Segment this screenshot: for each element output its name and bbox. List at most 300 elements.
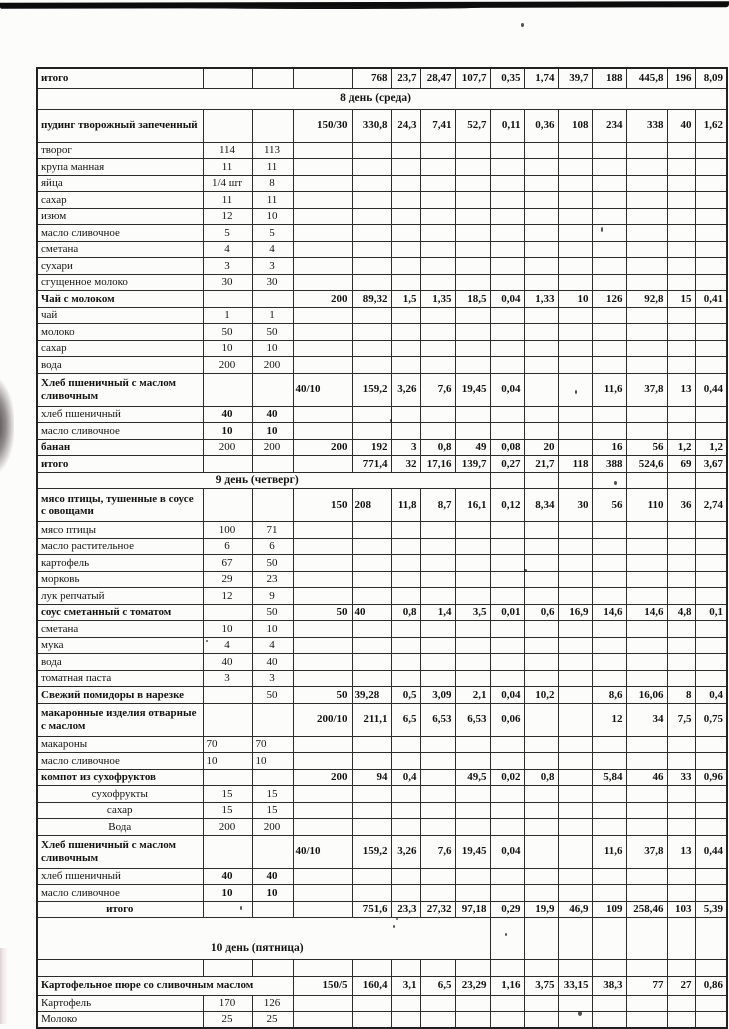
portion-cell [293, 802, 352, 819]
carb-cell [455, 621, 490, 638]
qty-netto-cell: 200 [252, 357, 293, 374]
row-name-cell: масло сливочное [37, 423, 203, 440]
value-cell [667, 225, 695, 242]
value-cell [592, 423, 626, 440]
value-cell [592, 819, 626, 836]
protein-cell [391, 1012, 420, 1029]
value-cell [524, 373, 558, 406]
scan-speck [601, 227, 603, 232]
dish-row [37, 703, 727, 736]
qty-netto-cell [252, 835, 293, 868]
scan-speck [578, 1011, 582, 1016]
qty-brutto-cell: 11 [203, 192, 252, 209]
value-cell [695, 192, 727, 209]
value-cell: 0,36 [524, 109, 558, 142]
qty-netto-cell: 113 [252, 142, 293, 159]
carb-cell [455, 819, 490, 836]
value-cell [490, 175, 524, 192]
value-cell [695, 225, 727, 242]
fat-cell [420, 142, 455, 159]
value-cell [695, 885, 727, 902]
row-name-cell: Картофель [37, 995, 203, 1012]
protein-cell: 3,1 [391, 976, 420, 995]
value-cell [667, 786, 695, 803]
qty-brutto-cell: 100 [203, 522, 252, 539]
value-cell [626, 241, 667, 258]
carb-cell [455, 340, 490, 357]
qty-brutto-cell: 200 [203, 439, 252, 456]
ingredient-row [37, 654, 727, 671]
qty-brutto-cell: 70 [203, 736, 252, 753]
qty-netto-cell: 6 [252, 538, 293, 555]
row-name-cell: вода [37, 357, 203, 374]
value-cell [695, 637, 727, 654]
protein-cell [391, 340, 420, 357]
value-cell: 196 [667, 68, 695, 89]
ingredient-row [37, 307, 727, 324]
dish-row [37, 687, 727, 704]
value-cell [558, 786, 592, 803]
day-header-cell [37, 472, 490, 489]
day-header-label: 8 день (среда) [340, 92, 411, 105]
protein-cell [391, 208, 420, 225]
value-cell: 1,74 [524, 68, 558, 89]
kcal-cell: 192 [352, 439, 391, 456]
value-cell [558, 175, 592, 192]
qty-netto-cell: 200 [252, 819, 293, 836]
scan-speck [396, 918, 398, 920]
value-cell [626, 868, 667, 885]
value-cell: 0,6 [524, 604, 558, 621]
qty-brutto-cell [203, 835, 252, 868]
value-cell [558, 357, 592, 374]
value-cell [524, 1012, 558, 1029]
value-cell [490, 522, 524, 539]
ingredient-row [37, 621, 727, 638]
value-cell [524, 175, 558, 192]
ingredient-row [37, 736, 727, 753]
carb-cell [455, 555, 490, 572]
qty-brutto-cell: 11 [203, 159, 252, 176]
qty-netto-cell [252, 769, 293, 786]
carb-cell [455, 802, 490, 819]
portion-cell: 150 [293, 489, 352, 522]
kcal-cell [352, 225, 391, 242]
value-cell [592, 142, 626, 159]
value-cell [524, 423, 558, 440]
protein-cell [391, 670, 420, 687]
carb-cell [455, 423, 490, 440]
value-cell: 1,33 [524, 291, 558, 308]
kcal-cell [352, 406, 391, 423]
qty-brutto-cell: 40 [203, 406, 252, 423]
value-cell [524, 307, 558, 324]
protein-cell [391, 307, 420, 324]
value-cell [592, 736, 626, 753]
qty-netto-cell [252, 109, 293, 142]
value-cell [667, 423, 695, 440]
empty-cell [524, 960, 558, 977]
value-cell [558, 208, 592, 225]
qty-netto-cell: 40 [252, 868, 293, 885]
value-cell: 0,96 [695, 769, 727, 786]
value-cell [667, 258, 695, 275]
protein-cell: 0,8 [391, 604, 420, 621]
qty-brutto-cell: 4 [203, 241, 252, 258]
value-cell [695, 802, 727, 819]
empty-cell [490, 960, 524, 977]
value-cell [592, 588, 626, 605]
value-cell [524, 555, 558, 572]
protein-cell: 11,8 [391, 489, 420, 522]
fat-cell [420, 819, 455, 836]
value-cell [695, 654, 727, 671]
row-name-cell: Чай с молоком [37, 291, 203, 308]
qty-netto-cell: 4 [252, 637, 293, 654]
value-cell [490, 225, 524, 242]
value-cell [558, 225, 592, 242]
value-cell [695, 324, 727, 341]
value-cell: 14,6 [592, 604, 626, 621]
qty-netto-cell: 8 [252, 175, 293, 192]
portion-cell: 200 [293, 439, 352, 456]
value-cell [524, 192, 558, 209]
value-cell [667, 307, 695, 324]
empty-cell [490, 918, 524, 960]
value-cell: 0,44 [695, 835, 727, 868]
empty-cell [626, 472, 667, 489]
row-name-cell: творог [37, 142, 203, 159]
value-cell [592, 753, 626, 770]
carb-cell [455, 753, 490, 770]
value-cell [626, 522, 667, 539]
value-cell [695, 555, 727, 572]
portion-cell [293, 555, 352, 572]
value-cell: 3,67 [695, 456, 727, 473]
value-cell [695, 241, 727, 258]
qty-netto-cell: 3 [252, 670, 293, 687]
carb-cell [455, 258, 490, 275]
qty-brutto-cell: 6 [203, 538, 252, 555]
row-name-cell: томатная паста [37, 670, 203, 687]
ingredient-row [37, 637, 727, 654]
value-cell [626, 670, 667, 687]
value-cell [667, 885, 695, 902]
row-name-cell: соус сметанный с томатом [37, 604, 203, 621]
qty-netto-cell: 70 [252, 736, 293, 753]
ingredient-row [37, 406, 727, 423]
empty-cell [37, 960, 203, 977]
value-cell [592, 241, 626, 258]
carb-cell [455, 324, 490, 341]
value-cell [490, 274, 524, 291]
fat-cell [420, 340, 455, 357]
carb-cell [455, 1012, 490, 1029]
value-cell [524, 571, 558, 588]
value-cell [592, 274, 626, 291]
value-cell [626, 175, 667, 192]
carb-cell [455, 241, 490, 258]
qty-netto-cell: 50 [252, 555, 293, 572]
kcal-cell: 159,2 [352, 835, 391, 868]
value-cell [667, 868, 695, 885]
qty-brutto-cell: 4 [203, 637, 252, 654]
row-name-cell: мясо птицы [37, 522, 203, 539]
ingredient-row [37, 555, 727, 572]
value-cell [524, 406, 558, 423]
portion-cell [293, 538, 352, 555]
total-row [37, 901, 727, 918]
portion-cell [293, 340, 352, 357]
value-cell: 37,8 [626, 373, 667, 406]
value-cell [695, 258, 727, 275]
value-cell [626, 225, 667, 242]
value-cell [524, 340, 558, 357]
portion-cell [293, 274, 352, 291]
value-cell [490, 423, 524, 440]
value-cell: 109 [592, 901, 626, 918]
value-cell [558, 1012, 592, 1029]
value-cell: 21,7 [524, 456, 558, 473]
qty-brutto-cell [203, 901, 252, 918]
value-cell: 0,41 [695, 291, 727, 308]
carb-cell [455, 995, 490, 1012]
row-name-cell: сгущенное молоко [37, 274, 203, 291]
value-cell [695, 1012, 727, 1029]
value-cell [524, 786, 558, 803]
carb-cell [455, 868, 490, 885]
qty-netto-cell: 40 [252, 406, 293, 423]
fat-cell [420, 225, 455, 242]
value-cell [592, 637, 626, 654]
value-cell [592, 307, 626, 324]
kcal-cell: 208 [352, 489, 391, 522]
value-cell: 108 [558, 109, 592, 142]
value-cell [592, 538, 626, 555]
value-cell [626, 324, 667, 341]
qty-brutto-cell: 10 [203, 753, 252, 770]
value-cell: 27 [667, 976, 695, 995]
qty-brutto-cell: 200 [203, 357, 252, 374]
value-cell: 0,35 [490, 68, 524, 89]
kcal-cell [352, 868, 391, 885]
portion-cell: 50 [293, 604, 352, 621]
carb-cell: 19,45 [455, 373, 490, 406]
value-cell [558, 340, 592, 357]
value-cell: 8,34 [524, 489, 558, 522]
fat-cell [420, 802, 455, 819]
portion-cell [293, 736, 352, 753]
value-cell: 39,7 [558, 68, 592, 89]
portion-cell: 40/10 [293, 835, 352, 868]
value-cell [626, 819, 667, 836]
scan-blob-left [0, 378, 14, 473]
value-cell [667, 208, 695, 225]
fat-cell [420, 670, 455, 687]
qty-brutto-cell: 5 [203, 225, 252, 242]
value-cell [592, 802, 626, 819]
empty-cell [592, 472, 626, 489]
value-cell [695, 588, 727, 605]
row-name-cell: чай [37, 307, 203, 324]
kcal-cell [352, 621, 391, 638]
protein-cell [391, 654, 420, 671]
row-name-cell: сметана [37, 241, 203, 258]
value-cell [667, 1012, 695, 1029]
row-name-cell: макаронные изделия отварные с маслом [37, 703, 203, 736]
fat-cell: 27,32 [420, 901, 455, 918]
kcal-cell [352, 995, 391, 1012]
fat-cell: 17,16 [420, 456, 455, 473]
value-cell [558, 637, 592, 654]
fat-cell: 3,09 [420, 687, 455, 704]
protein-cell [391, 637, 420, 654]
portion-cell [293, 1012, 352, 1029]
value-cell [490, 753, 524, 770]
value-cell [592, 885, 626, 902]
value-cell: 8 [667, 687, 695, 704]
value-cell [695, 340, 727, 357]
fat-cell [420, 538, 455, 555]
protein-cell [391, 522, 420, 539]
qty-netto-cell: 10 [252, 885, 293, 902]
portion-cell [293, 258, 352, 275]
carb-cell [455, 670, 490, 687]
row-name-cell: вода [37, 654, 203, 671]
carb-cell [455, 192, 490, 209]
qty-netto-cell [252, 489, 293, 522]
protein-cell [391, 225, 420, 242]
qty-brutto-cell [203, 769, 252, 786]
ingredient-row [37, 538, 727, 555]
value-cell [490, 538, 524, 555]
value-cell [558, 159, 592, 176]
value-cell [558, 241, 592, 258]
carb-cell [455, 588, 490, 605]
value-cell [558, 571, 592, 588]
value-cell [626, 885, 667, 902]
kcal-cell [352, 802, 391, 819]
kcal-cell [352, 142, 391, 159]
ingredient-row [37, 588, 727, 605]
value-cell [524, 654, 558, 671]
row-name-cell: мука [37, 637, 203, 654]
value-cell: 0,8 [524, 769, 558, 786]
qty-netto-cell: 10 [252, 621, 293, 638]
fat-cell [420, 736, 455, 753]
value-cell: 0,01 [490, 604, 524, 621]
value-cell: 33 [667, 769, 695, 786]
fat-cell: 0,8 [420, 439, 455, 456]
carb-cell: 19,45 [455, 835, 490, 868]
ingredient-row [37, 571, 727, 588]
empty-cell [524, 472, 558, 489]
day-header-row [37, 89, 727, 110]
value-cell [490, 340, 524, 357]
protein-cell: 6,5 [391, 703, 420, 736]
qty-netto-cell: 30 [252, 274, 293, 291]
value-cell [695, 736, 727, 753]
value-cell [592, 621, 626, 638]
row-name-cell: Хлеб пшеничный с маслом сливочным [37, 373, 203, 406]
qty-brutto-cell [203, 373, 252, 406]
kcal-cell [352, 423, 391, 440]
value-cell: 5,84 [592, 769, 626, 786]
value-cell [626, 786, 667, 803]
portion-cell [293, 324, 352, 341]
value-cell [558, 274, 592, 291]
value-cell: 12 [592, 703, 626, 736]
ingredient-row [37, 258, 727, 275]
qty-netto-cell: 11 [252, 192, 293, 209]
value-cell [490, 357, 524, 374]
value-cell [558, 522, 592, 539]
value-cell [558, 995, 592, 1012]
qty-netto-cell [252, 703, 293, 736]
value-cell [695, 868, 727, 885]
empty-cell [667, 472, 695, 489]
value-cell [524, 835, 558, 868]
value-cell [592, 324, 626, 341]
value-cell: 110 [626, 489, 667, 522]
qty-brutto-cell: 29 [203, 571, 252, 588]
value-cell [558, 423, 592, 440]
qty-netto-cell [252, 456, 293, 473]
row-name-cell: хлеб пшеничный [37, 406, 203, 423]
qty-brutto-cell: 12 [203, 588, 252, 605]
value-cell [524, 241, 558, 258]
fat-cell: 7,6 [420, 373, 455, 406]
kcal-cell [352, 241, 391, 258]
carb-cell: 18,5 [455, 291, 490, 308]
carb-cell: 52,7 [455, 109, 490, 142]
qty-brutto-cell [203, 687, 252, 704]
row-name-cell: молоко [37, 324, 203, 341]
value-cell [695, 142, 727, 159]
value-cell: 445,8 [626, 68, 667, 89]
value-cell: 56 [592, 489, 626, 522]
value-cell: 77 [626, 976, 667, 995]
protein-cell [391, 753, 420, 770]
qty-brutto-cell: 1 [203, 307, 252, 324]
value-cell [695, 274, 727, 291]
value-cell [667, 406, 695, 423]
value-cell [558, 307, 592, 324]
protein-cell [391, 802, 420, 819]
value-cell [592, 555, 626, 572]
value-cell [592, 406, 626, 423]
value-cell [667, 571, 695, 588]
value-cell: 5,39 [695, 901, 727, 918]
value-cell [558, 588, 592, 605]
value-cell [695, 538, 727, 555]
value-cell: 13 [667, 373, 695, 406]
kcal-cell: 751,6 [352, 901, 391, 918]
ingredient-row [37, 175, 727, 192]
value-cell [695, 786, 727, 803]
row-name-cell: хлеб пшеничный [37, 868, 203, 885]
value-cell [667, 522, 695, 539]
qty-netto-cell: 200 [252, 439, 293, 456]
value-cell [524, 159, 558, 176]
portion-cell: 150/5 [293, 976, 352, 995]
carb-cell [455, 885, 490, 902]
value-cell: 0,11 [490, 109, 524, 142]
qty-brutto-cell: 10 [203, 885, 252, 902]
value-cell: 188 [592, 68, 626, 89]
carb-cell: 49 [455, 439, 490, 456]
protein-cell [391, 423, 420, 440]
